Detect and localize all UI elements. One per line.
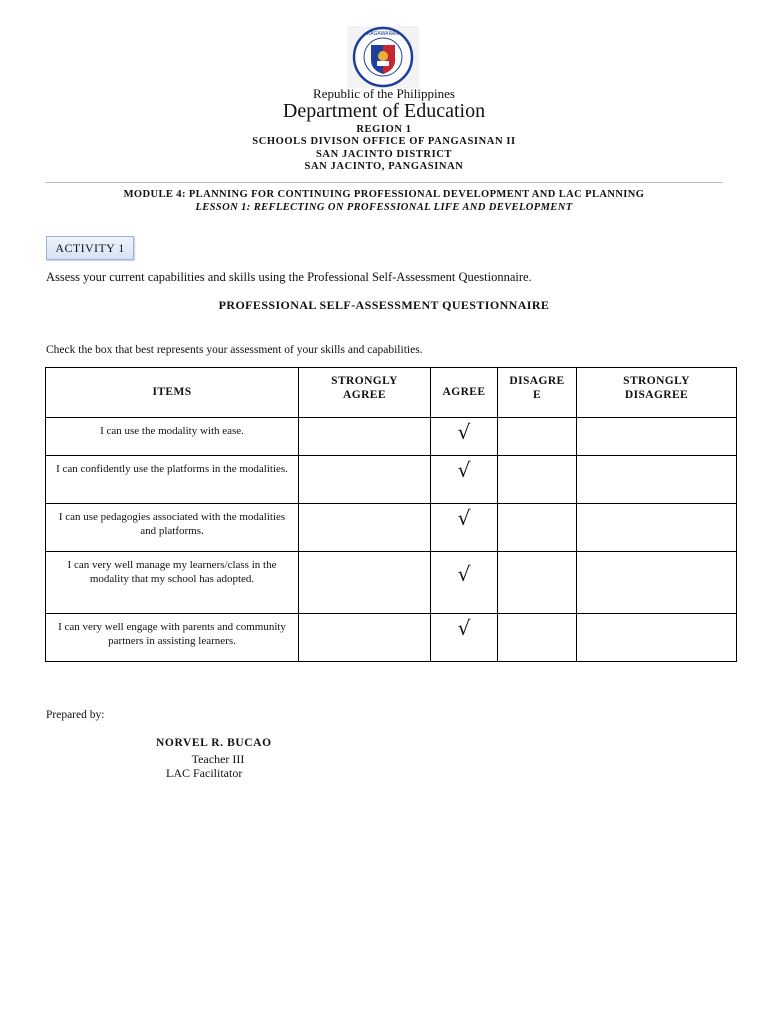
division-name: SCHOOLS DIVISON OFFICE OF PANGASINAN II [252, 136, 516, 147]
preparer-name: NORVEL R. BUCAO [156, 737, 272, 749]
table-header-row [46, 368, 737, 418]
table-row [46, 614, 737, 662]
strongly-agree-cell[interactable] [299, 456, 431, 504]
item-text: I can use pedagogies associated with the modalities and platforms. [46, 504, 299, 552]
table-row [46, 456, 737, 504]
table-row [46, 504, 737, 552]
header-divider [45, 182, 723, 183]
header-items: ITEMS [46, 368, 299, 418]
item-text: I can very well engage with parents and community partners in assisting learners. [46, 614, 299, 662]
header-disagree: DISAGRE E [498, 368, 577, 418]
strongly-agree-cell[interactable] [299, 504, 431, 552]
strongly-disagree-cell[interactable] [577, 504, 737, 552]
strongly-disagree-cell[interactable] [577, 418, 737, 456]
strongly-agree-cell[interactable] [299, 552, 431, 614]
table-row [46, 552, 737, 614]
region-name: REGION 1 [356, 124, 412, 135]
item-text: I can confidently use the platforms in the modalities. [46, 456, 299, 504]
strongly-disagree-cell[interactable] [577, 552, 737, 614]
header-strongly-disagree: STRONGLY DISAGREE [577, 368, 737, 418]
country-name: Republic of the Philippines [313, 86, 455, 101]
assessment-table [45, 367, 737, 662]
module-title: MODULE 4: PLANNING FOR CONTINUING PROFESSIONAL DEVELOPMENT AND LAC PLANNING [123, 189, 645, 200]
preparer-role: LAC Facilitator [166, 766, 243, 780]
strongly-disagree-cell[interactable] [577, 456, 737, 504]
strongly-agree-cell[interactable] [299, 614, 431, 662]
disagree-cell[interactable] [498, 418, 577, 456]
agree-check-cell[interactable]: √ [431, 456, 498, 504]
assessment-instruction: Assess your current capabilities and skills using the Professional Self-Assessment Questionnaire. [46, 270, 532, 284]
strongly-agree-cell[interactable] [299, 418, 431, 456]
disagree-cell[interactable] [498, 456, 577, 504]
disagree-cell[interactable] [498, 504, 577, 552]
questionnaire-title: PROFESSIONAL SELF-ASSESSMENT QUESTIONNAIRE [218, 298, 550, 312]
header-strongly-agree: STRONGLY AGREE [299, 368, 431, 418]
svg-text:KAGAWARAN: KAGAWARAN [366, 31, 400, 37]
prepared-by-label: Prepared by: [46, 709, 105, 721]
agree-check-cell[interactable]: √ [431, 418, 498, 456]
activity-label: ACTIVITY 1 [46, 236, 134, 260]
town-name: SAN JACINTO, PANGASINAN [304, 161, 464, 172]
header-agree: AGREE [431, 368, 498, 418]
lesson-title: LESSON 1: REFLECTING ON PROFESSIONAL LIFE AND DEVELOPMENT [195, 202, 573, 213]
agree-check-cell[interactable]: √ [431, 614, 498, 662]
strongly-disagree-cell[interactable] [577, 614, 737, 662]
disagree-cell[interactable] [498, 552, 577, 614]
disagree-cell[interactable] [498, 614, 577, 662]
deped-seal-icon [347, 26, 419, 88]
check-instruction: Check the box that best represents your assessment of your skills and capabilities. [46, 344, 423, 356]
table-row [46, 418, 737, 456]
item-text: I can very well manage my learners/class in the modality that my school has adopted. [46, 552, 299, 614]
district-name: SAN JACINTO DISTRICT [315, 149, 453, 160]
item-text: I can use the modality with ease. [46, 418, 299, 456]
preparer-position: Teacher III [191, 752, 245, 766]
agree-check-cell[interactable]: √ [431, 552, 498, 614]
agree-check-cell[interactable]: √ [431, 504, 498, 552]
department-name: Department of Education [282, 100, 486, 122]
